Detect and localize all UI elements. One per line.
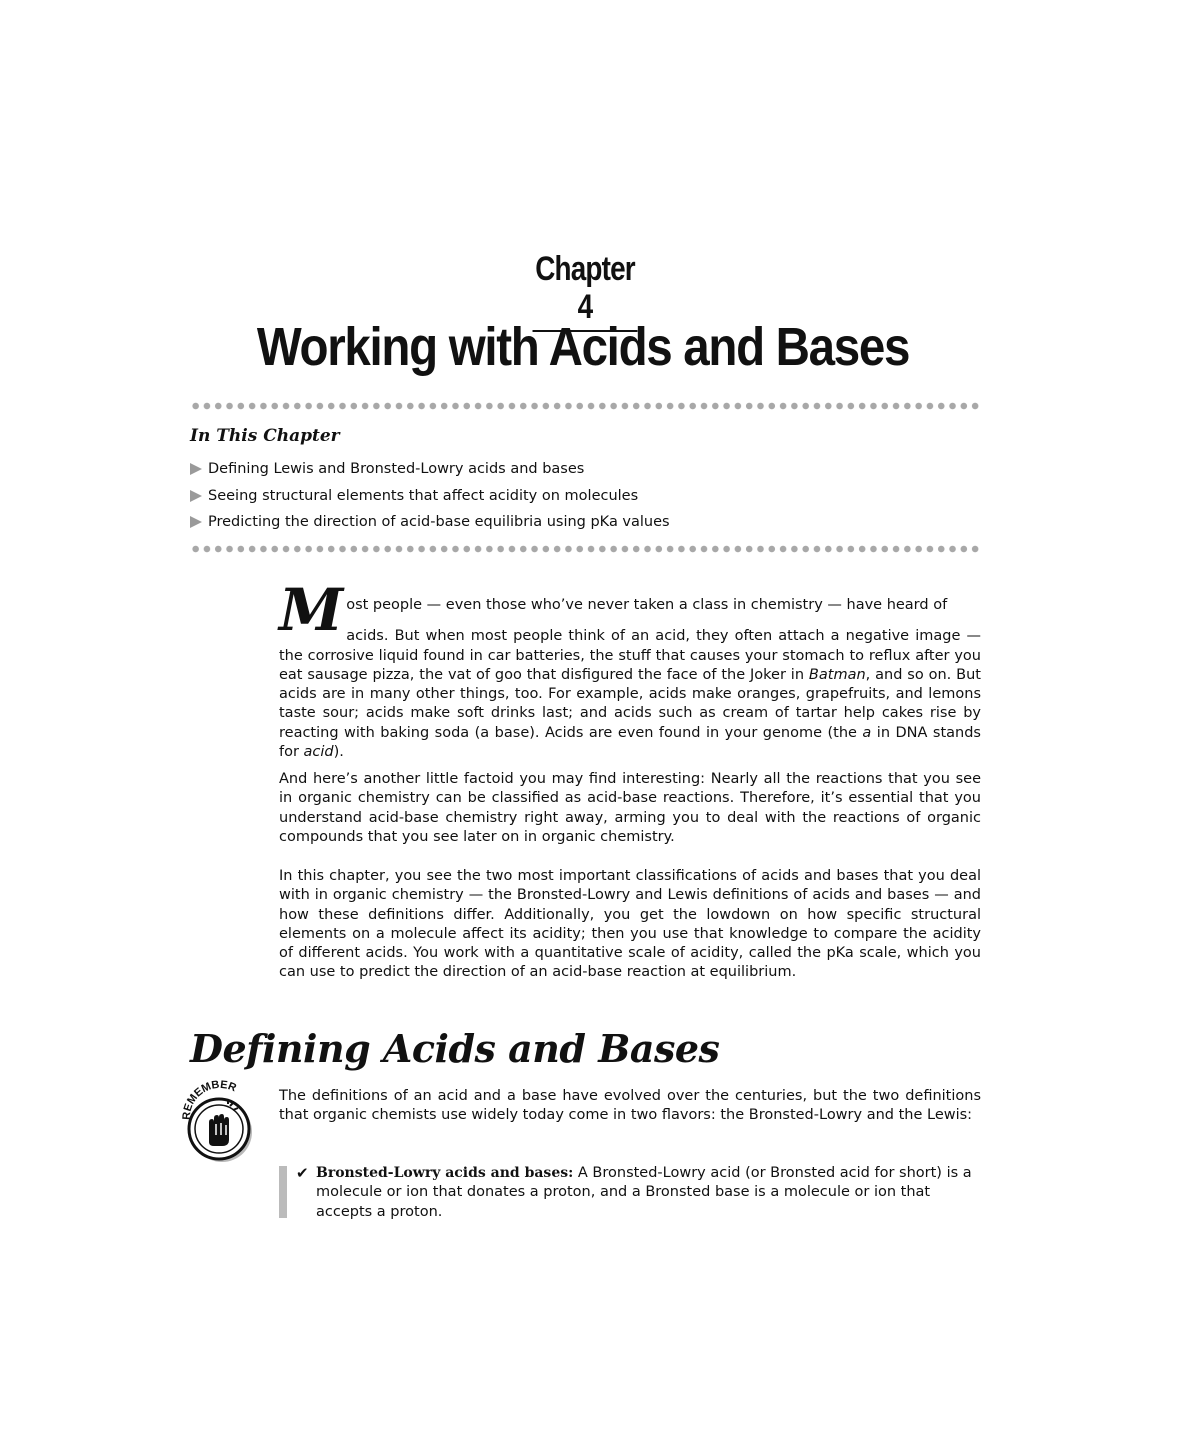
triangle-bullet-icon [190,516,202,528]
bullet-text: A Bronsted-Lowry acid (or Bronsted acid for short) is a molecule or ion that donates a proton, and a Bronsted base is a molecule or ion that accepts a proton. [316,1165,972,1220]
dotted-divider-bottom [190,545,980,553]
list-item [190,456,670,483]
intro-paragraph-1: M ost people — even those who’ve never taken a class in chemistry — have heard of acids. But when most people think of an acid, they often attach a negative image — the corrosive liquid found in car batteries, the stuff that causes your stomach to reflux after you eat sausage pizza, the vat of goo that disfigured the face of the Joker in Batman, and so on. But acids are in many other things, too. For example, acids make oranges, grapefruits, and lemons taste sour; acids make soft drinks last; and acids such as cream of tartar help cakes rise by reacting with baking soda (a base). Acids are even found in your genome (the a in DNA stands for acid). [279,576,981,761]
section-paragraph: The definitions of an acid and a base have evolved over the centuries, but the two definitions that organic chemists use widely today come in two flavors: the Bronsted-Lowry and the Lewis: [279,1088,981,1124]
chapter-topics-list [190,456,670,536]
bullet-sidebar-bar [279,1166,287,1218]
list-item [190,483,670,510]
triangle-bullet-icon [190,463,202,475]
remember-icon [176,1080,260,1166]
topic-text: Predicting the direction of acid-base equilibria using pKa values [208,514,670,531]
list-item [296,1164,981,1222]
drop-cap: M [279,576,344,644]
dotted-divider-top [190,402,980,410]
intro-paragraph-3: In this chapter, you see the two most important classifications of acids and bases that you deal with in organic chemistry — the Bronsted-Lowry and Lewis definitions of acids and bases — and how these definitions differ. Additionally, you get the lowdown on how specific structural elements on a molecule affect its acidity; then you use that knowledge to compare the acidity of different acids. You work with a quantitative scale of acidity, called the pKa scale, which you can use to predict the direction of an acid-base reaction at equilibrium. [279,868,981,981]
triangle-bullet-icon [190,490,202,502]
remember-icon-label: REMEMBER [180,1080,238,1121]
topic-text: Seeing structural elements that affect acidity on molecules [208,487,639,504]
chapter-title: Working with Acids and Bases [256,317,910,377]
in-this-chapter-heading: In This Chapter [190,426,340,446]
topic-text: Defining Lewis and Bronsted-Lowry acids and bases [208,461,585,478]
section-heading: Defining Acids and Bases [190,1026,720,1071]
bullet-term: Bronsted-Lowry acids and bases: [316,1165,574,1181]
chapter-label: Chapter 4 [533,250,638,332]
checkmark-icon: ✔ [296,1164,309,1182]
first-line: ost people — even those who’ve never taken a class in chemistry — have heard of [346,597,948,613]
list-item [190,509,670,536]
intro-paragraph-2: And here’s another little factoid you may find interesting: Nearly all the reactions that you see in organic chemistry can be classified as acid-base reactions. Therefore, it’s essential that you understand acid-base chemistry right away, arming you to deal with the reactions of organic compounds that you see later on in organic chemistry. [279,771,981,845]
